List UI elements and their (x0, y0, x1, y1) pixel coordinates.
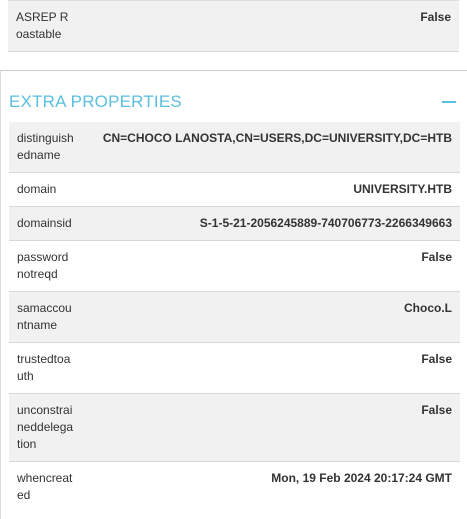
property-key: unconstraineddelegation (17, 403, 74, 451)
property-value: CN=CHOCO LANOSTA,CN=USERS,DC=UNIVERSITY,DC=HTB (102, 131, 452, 145)
property-key: distinguishedname (17, 131, 74, 162)
property-value: S-1-5-21-2056245889-740706773-2266349663 (199, 216, 452, 230)
property-value: False (421, 250, 452, 264)
property-key: domain (17, 182, 57, 196)
property-value: Choco.L (404, 301, 452, 315)
table-row (9, 462, 460, 519)
property-key: ASREP Roastable (16, 10, 69, 41)
property-value: False (421, 352, 452, 366)
property-value: False (421, 403, 452, 417)
table-row (8, 1, 459, 52)
table-row (9, 173, 460, 207)
property-value: Mon, 19 Feb 2024 20:17:24 GMT (271, 471, 452, 485)
section-title: EXTRA PROPERTIES (9, 92, 182, 111)
table-row (9, 394, 460, 462)
table-row (9, 122, 460, 173)
property-key: trustedtoauth (17, 352, 71, 383)
property-key: domainsid (17, 216, 72, 230)
property-key: whencreated (17, 471, 73, 502)
property-key: samaccountname (17, 301, 72, 332)
property-value: UNIVERSITY.HTB (353, 182, 452, 196)
extra-properties-table (9, 122, 460, 519)
property-value: False (420, 10, 451, 24)
table-row (9, 207, 460, 241)
table-row (9, 343, 460, 394)
property-key: passwordnotreqd (17, 250, 69, 281)
table-row (9, 292, 460, 343)
extra-properties-section (0, 70, 467, 519)
table-row (9, 241, 460, 292)
section-header[interactable] (9, 92, 460, 114)
collapse-icon[interactable] (442, 101, 456, 103)
properties-table-top (8, 0, 459, 52)
